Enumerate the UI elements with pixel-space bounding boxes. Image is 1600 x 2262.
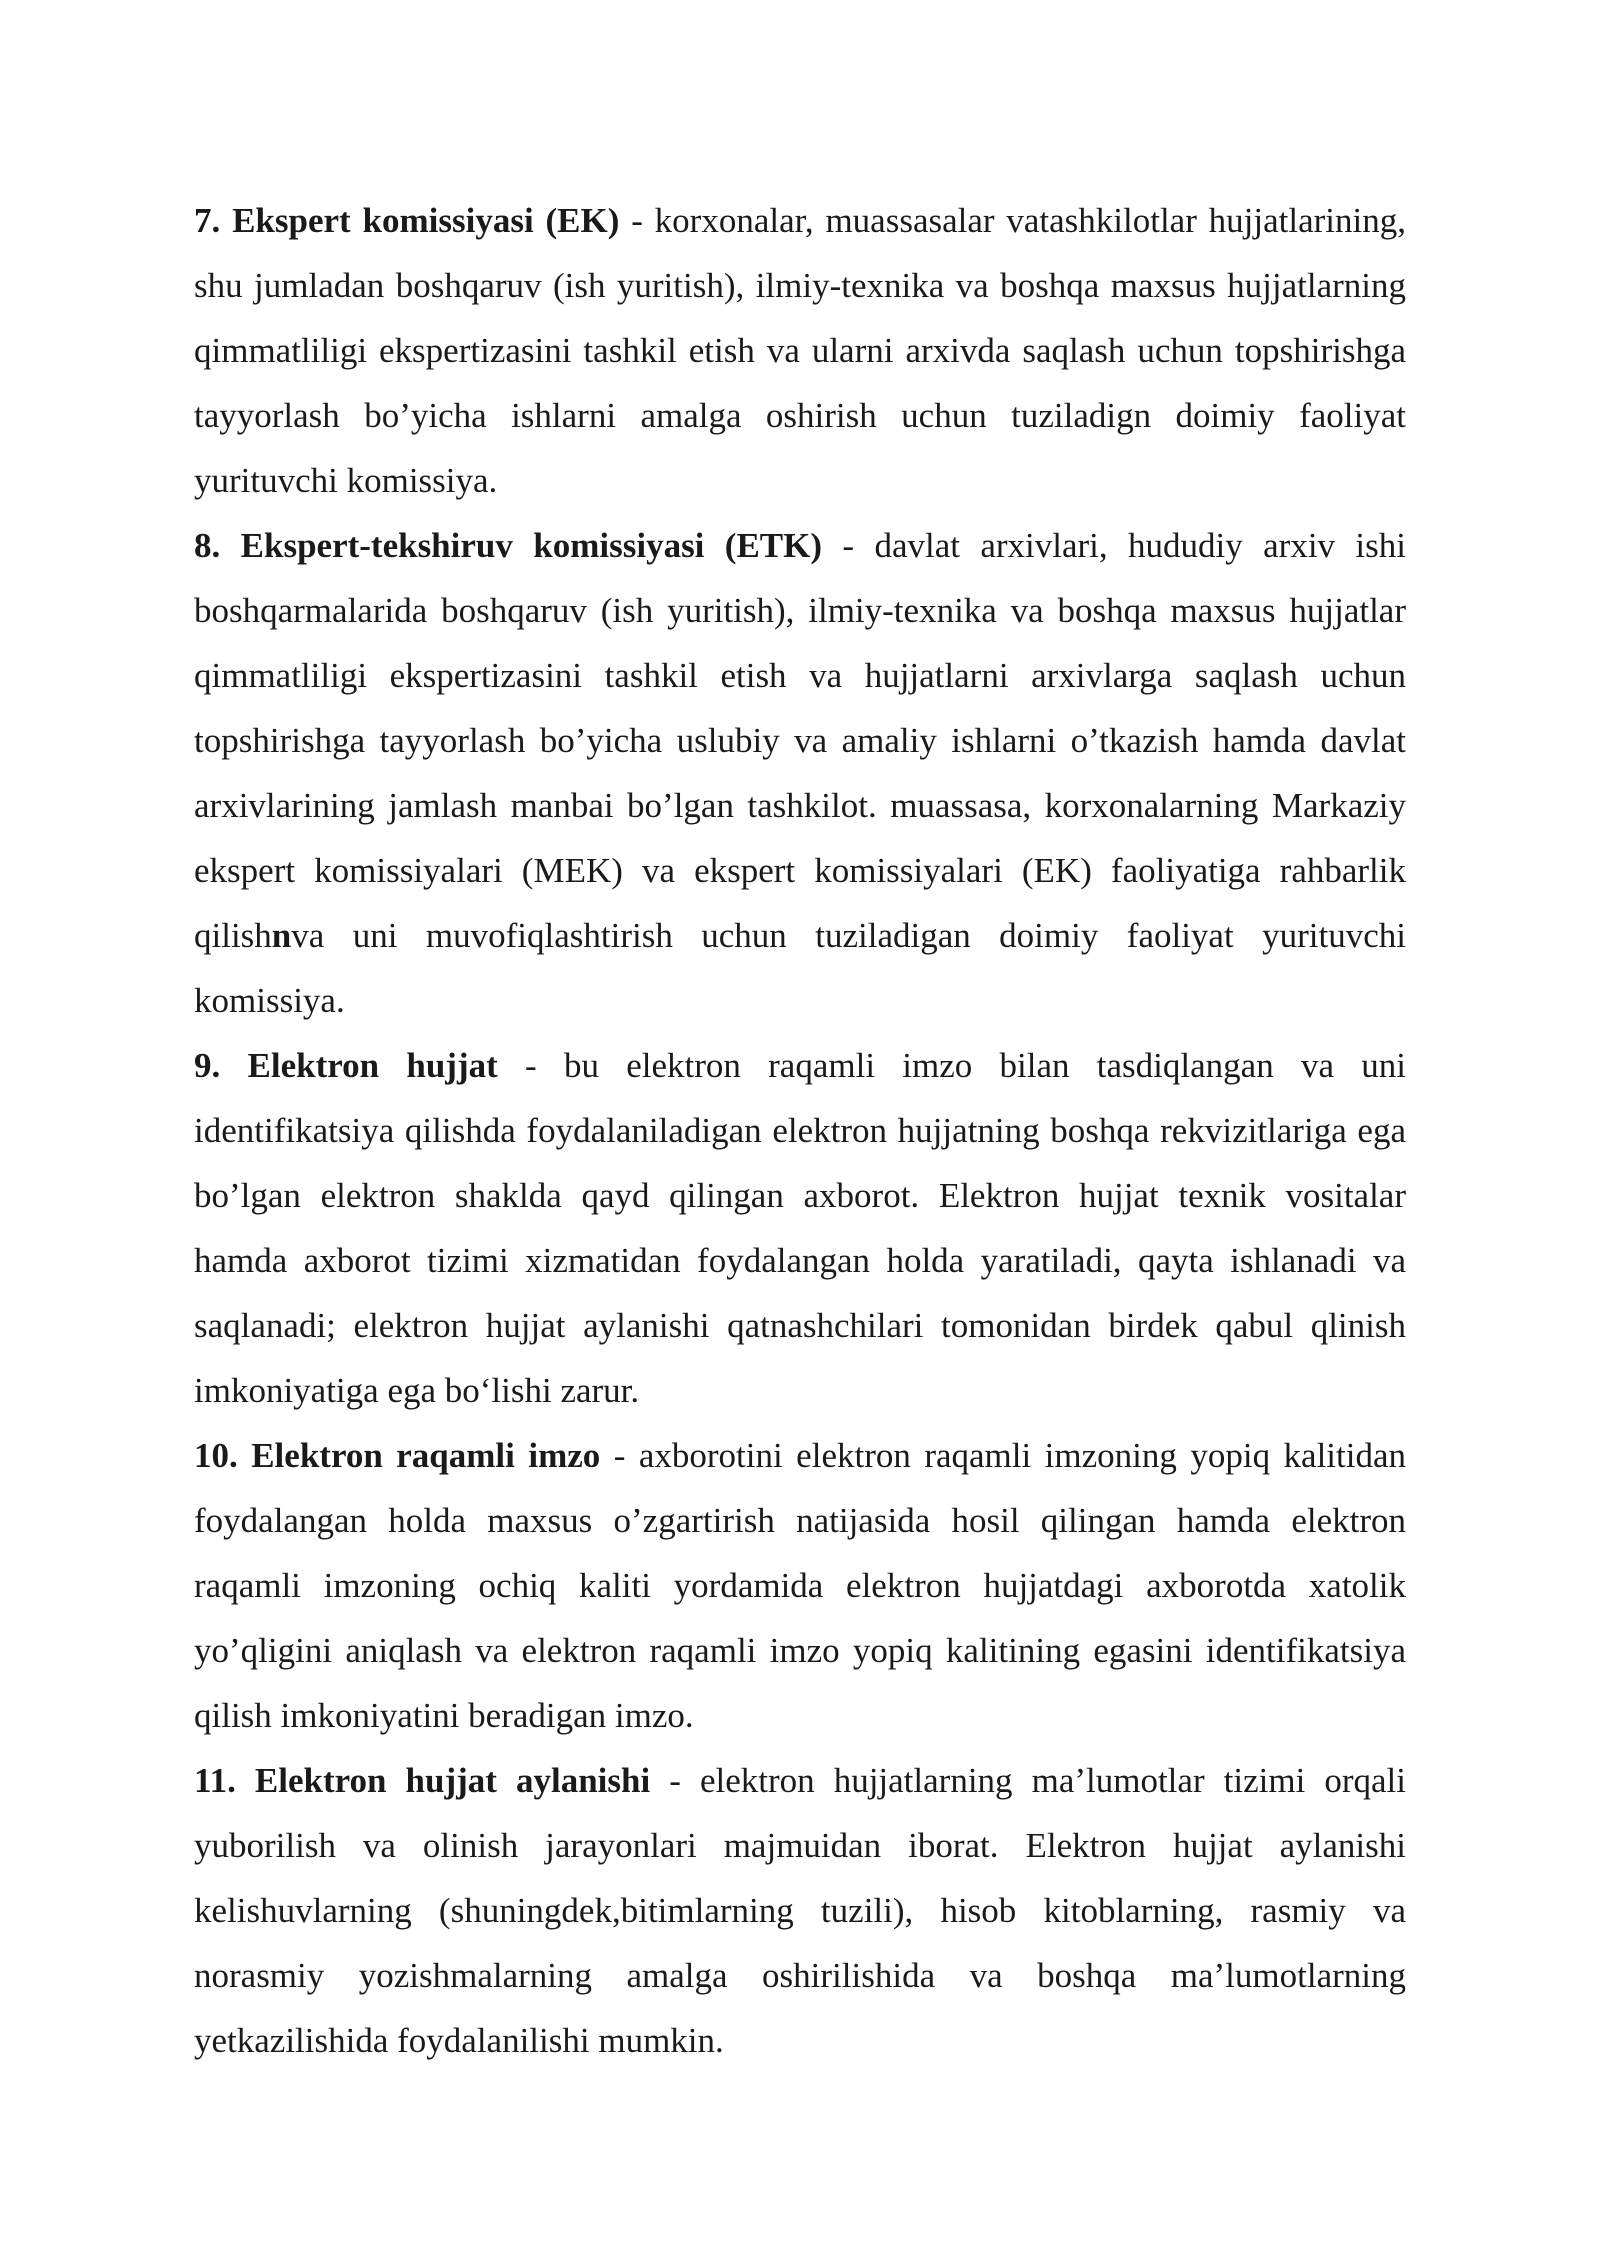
definition-9 xyxy=(194,1033,1406,1423)
definition-11 xyxy=(194,1748,1406,2073)
term-definition: - axborotini elektron raqamli imzoning yopiq kalitidan foydalangan holda maxsus o’zgartirish natijasida hosil qilingan hamda elektron raqamli imzoning ochiq kaliti yordamida elektron hujjatdagi axborotda xatolik yo’qligini aniqlash va elektron raqamli imzo yopiq kalitining egasini identifikatsiya qilish imkoniyatini beradigan imzo. xyxy=(194,1436,1407,1735)
term-title: 9. Elektron hujjat xyxy=(194,1046,498,1085)
term-title: 11. Elektron hujjat aylanishi xyxy=(194,1761,651,1800)
definition-8 xyxy=(194,513,1406,1033)
term-definition: - korxonalar, muassasalar vatashkilotlar hujjatlarining, shu jumladan boshqaruv (ish yuritish), ilmiy-texnika va boshqa maxsus hujjatlarning qimmatliligi ekspertizasini tashkil etish va ularni arxivda saqlash uchun topshirishga tayyorlash bo’yicha ishlarni amalga oshirish uchun tuziladign doimiy faoliyat yurituvchi komissiya. xyxy=(194,201,1406,500)
term-title: 7. Ekspert komissiyasi (EK) xyxy=(194,201,620,240)
term-definition-continued: va uni muvofiqlashtirish uchun tuziladigan doimiy faoliyat yurituvchi komissiya. xyxy=(194,916,1406,1020)
bold-letter: n xyxy=(271,916,292,955)
term-definition: - davlat arxivlari, hududiy arxiv ishi boshqarmalarida boshqaruv (ish yuritish), ilmiy-texnika va boshqa maxsus hujjatlar qimmatliligi ekspertizasini tashkil etish va hujjatlarni arxivlarga saqlash uchun topshirishga tayyorlash bo’yicha uslubiy va amaliy ishlarni o’tkazish hamda davlat arxivlarining jamlash manbai bo’lgan tashkilot. muassasa, korxonalarning Markaziy ekspert komissiyalari (MEK) va ekspert komissiyalari (EK) faoliyatiga rahbarlik qilish xyxy=(194,526,1407,955)
document-page xyxy=(194,188,1406,2073)
term-title: 10. Elektron raqamli imzo xyxy=(194,1436,601,1475)
definition-7 xyxy=(194,188,1406,513)
definition-10 xyxy=(194,1423,1406,1748)
term-title: 8. Ekspert-tekshiruv komissiyasi (ETK) xyxy=(194,526,823,565)
term-definition: - bu elektron raqamli imzo bilan tasdiqlangan va uni identifikatsiya qilishda foydalaniladigan elektron hujjatning boshqa rekvizitlariga ega bo’lgan elektron shaklda qayd qilingan axborot. Elektron hujjat texnik vositalar hamda axborot tizimi xizmatidan foydalangan holda yaratiladi, qayta ishlanadi va saqlanadi; elektron hujjat aylanishi qatnashchilari tomonidan birdek qabul qlinish imkoniyatiga ega bo‘lishi zarur. xyxy=(194,1046,1406,1410)
term-definition: - elektron hujjatlarning ma’lumotlar tizimi orqali yuborilish va olinish jarayonlari majmuidan iborat. Elektron hujjat aylanishi kelishuvlarning (shuningdek,bitimlarning tuzili), hisob kitoblarning, rasmiy va norasmiy yozishmalarning amalga oshirilishida va boshqa ma’lumotlarning yetkazilishida foydalanilishi mumkin. xyxy=(194,1761,1407,2060)
